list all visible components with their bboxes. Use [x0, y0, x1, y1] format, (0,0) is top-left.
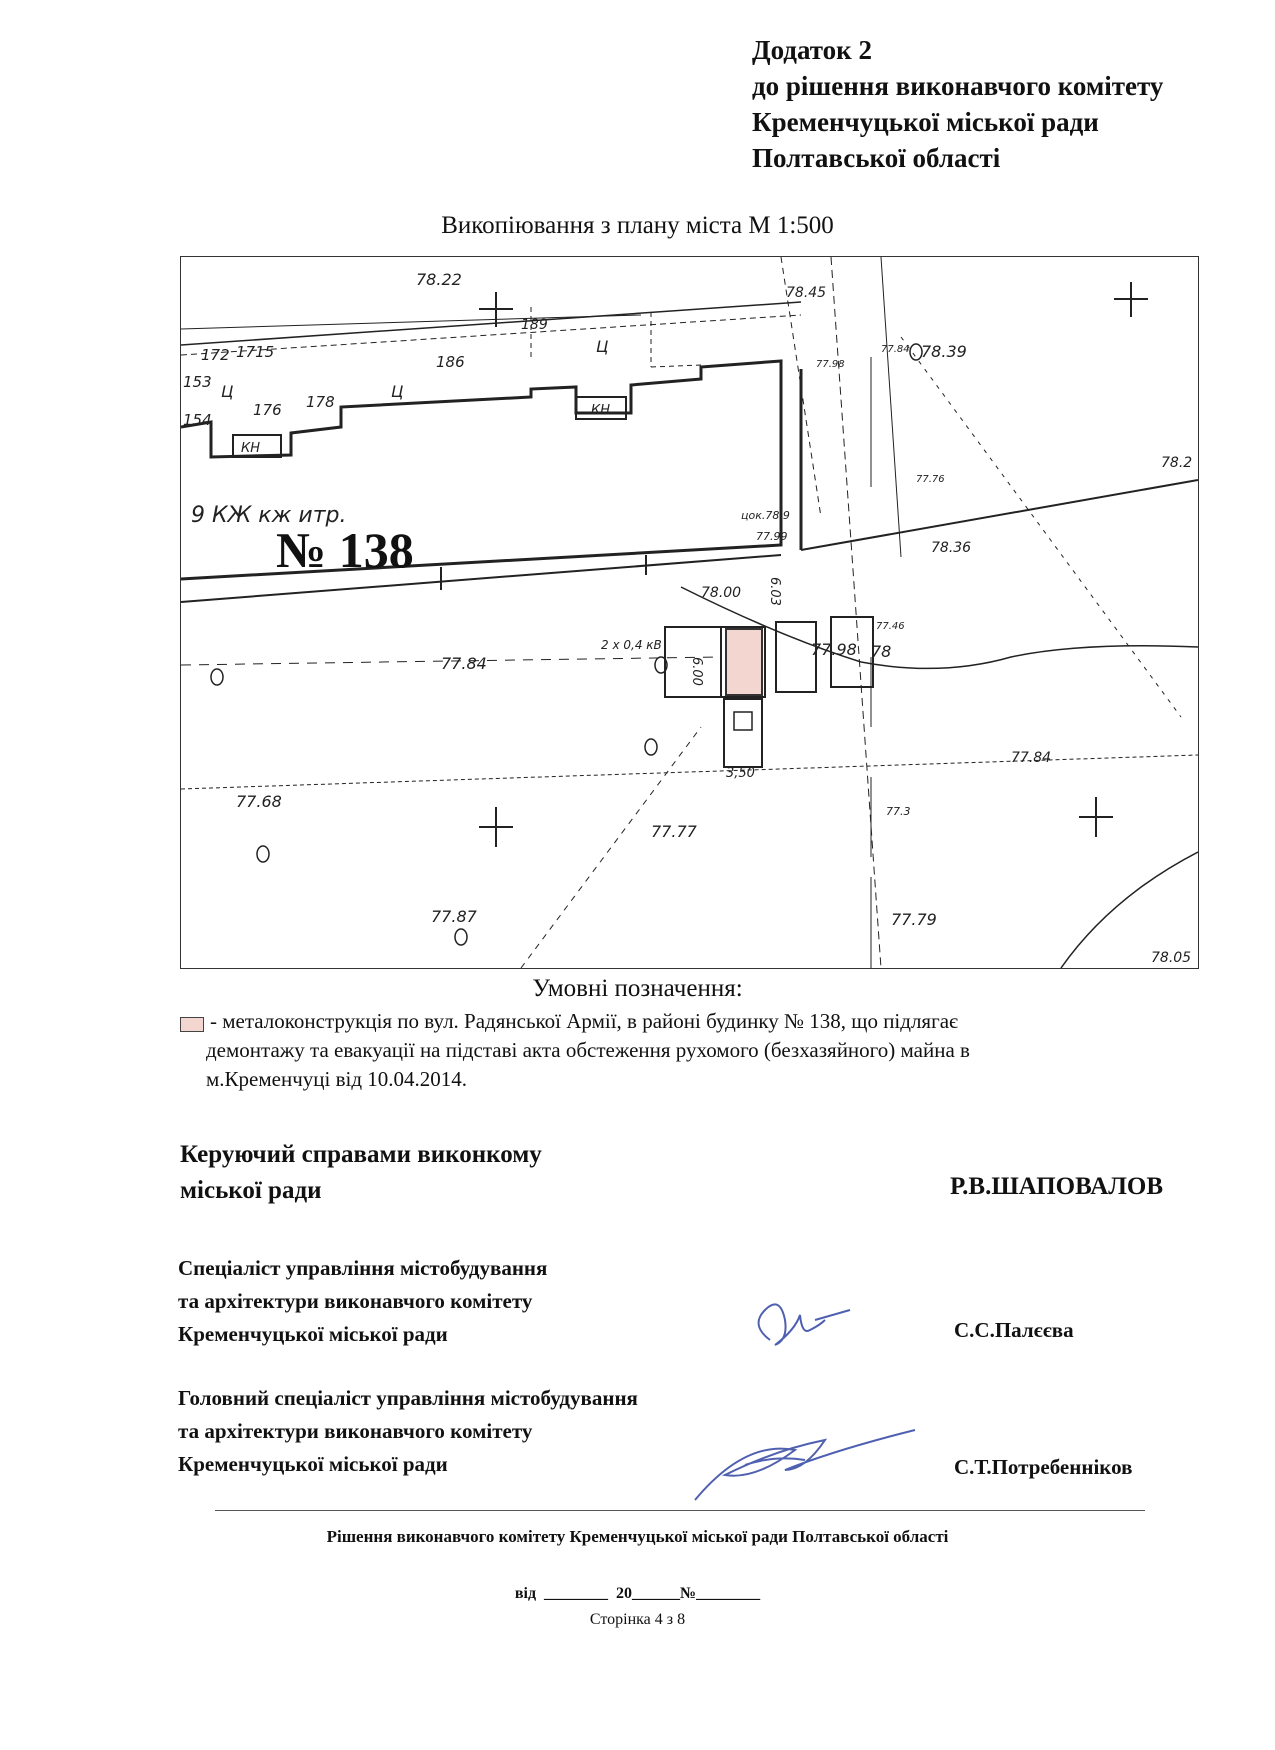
map-label: 6.00	[689, 657, 704, 686]
map-label: 78.22	[416, 270, 462, 289]
map-label: 78.05	[1151, 950, 1192, 966]
map-label: 77.87	[431, 907, 477, 926]
legend-line-2: демонтажу та евакуації на підставі акта обстеження рухомого (безхазяйного) майна в	[206, 1038, 970, 1062]
signature-1-image	[740, 1285, 860, 1365]
specialist-2-title	[178, 1382, 638, 1481]
map-label: 154	[183, 411, 212, 429]
map-label: 77.84	[881, 344, 910, 355]
plan-title: Викопіювання з плану міста М 1:500	[441, 212, 834, 239]
legend-title: Умовні позначення:	[532, 975, 743, 1002]
map-label: 77.99	[756, 530, 788, 543]
addendum-line-1: Додаток 2	[752, 35, 872, 65]
addendum-line-4: Полтавської області	[752, 143, 1001, 173]
manager-name: Р.В.ШАПОВАЛОВ	[950, 1173, 1164, 1200]
map-label: 78.36	[931, 540, 972, 556]
map-label: КН	[591, 403, 611, 418]
map-label: КН	[241, 441, 261, 456]
specialist-1-name: С.С.Палєєва	[954, 1318, 1074, 1342]
map-label: 77.3	[886, 805, 911, 818]
addendum-line-3: Кременчуцької міської ради	[752, 107, 1099, 137]
footer-date-line: від ________ 20______№________	[514, 1585, 761, 1602]
map-label: 77.98	[816, 359, 845, 370]
map-label: 78.39	[921, 342, 967, 361]
metal-structure-marker	[726, 629, 762, 695]
building-number: № 138	[276, 522, 414, 578]
page-number: Сторінка 4 з 8	[589, 1611, 686, 1628]
map-label: Ц	[391, 382, 404, 401]
specialist-1-line-2: та архітектури виконавчого комітету	[178, 1289, 533, 1313]
legend-line-3: м.Кременчуці від 10.04.2014.	[206, 1067, 468, 1091]
map-label: Ц	[221, 382, 234, 401]
map-label: Ц	[596, 337, 609, 356]
specialist-2-line-1: Головний спеціаліст управління містобудування	[178, 1386, 638, 1410]
map-label: 189	[521, 317, 548, 333]
map-label: 77.98	[811, 640, 857, 659]
map-label: 77.84	[1011, 750, 1052, 766]
specialist-1-title	[178, 1252, 547, 1351]
legend-swatch	[180, 1017, 204, 1032]
map-label: цок.78.9	[741, 509, 790, 522]
manager-title	[180, 1137, 542, 1209]
map-label: 1715	[236, 343, 275, 361]
specialist-2-name: С.Т.Потребенніков	[954, 1455, 1133, 1479]
manager-line-2: міської ради	[180, 1177, 322, 1204]
map-label: 153	[183, 373, 212, 391]
manager-line-1: Керуючий справами виконкому	[180, 1141, 542, 1168]
map-label: 78.2	[1161, 455, 1193, 471]
map-label: 176	[253, 401, 282, 419]
addendum-line-2: до рішення виконавчого комітету	[752, 71, 1164, 101]
addendum-header	[752, 32, 1163, 176]
specialist-1-line-3: Кременчуцької міської ради	[178, 1322, 448, 1346]
map-label: 78	[871, 642, 892, 661]
map-label: 2 х 0,4 кВ	[601, 638, 662, 652]
specialist-2-line-2: та архітектури виконавчого комітету	[178, 1419, 533, 1443]
map-label: 77.76	[916, 474, 945, 485]
map-label: 78.45	[786, 285, 827, 301]
signature-2-image	[685, 1410, 925, 1510]
map-label: 77.79	[891, 910, 937, 929]
plan-drawing	[181, 257, 1198, 968]
map-label: 77.77	[651, 822, 697, 841]
specialist-1-line-1: Спеціаліст управління містобудування	[178, 1256, 548, 1280]
legend-text	[206, 1007, 1210, 1094]
specialist-2-line-3: Кременчуцької міської ради	[178, 1452, 448, 1476]
map-label: 9 КЖ кж итр.	[191, 503, 347, 528]
footer-divider	[215, 1510, 1145, 1511]
footer-title: Рішення виконавчого комітету Кременчуцької міської ради Полтавської області	[326, 1527, 949, 1546]
map-label: 77.68	[236, 792, 282, 811]
legend-line-1: - металоконструкція по вул. Радянської Армії, в районі будинку № 138, що підлягає	[210, 1009, 959, 1033]
map-label: 77.84	[441, 654, 487, 673]
map-label: 78.00	[701, 585, 742, 601]
map-label: 3,50	[726, 766, 755, 781]
map-label: 178	[306, 393, 335, 411]
city-plan-excerpt	[180, 256, 1199, 969]
map-label: 6.03	[767, 577, 782, 606]
map-label: 77.46	[876, 621, 905, 632]
map-label: 186	[436, 353, 465, 371]
map-label: 172	[201, 346, 230, 364]
